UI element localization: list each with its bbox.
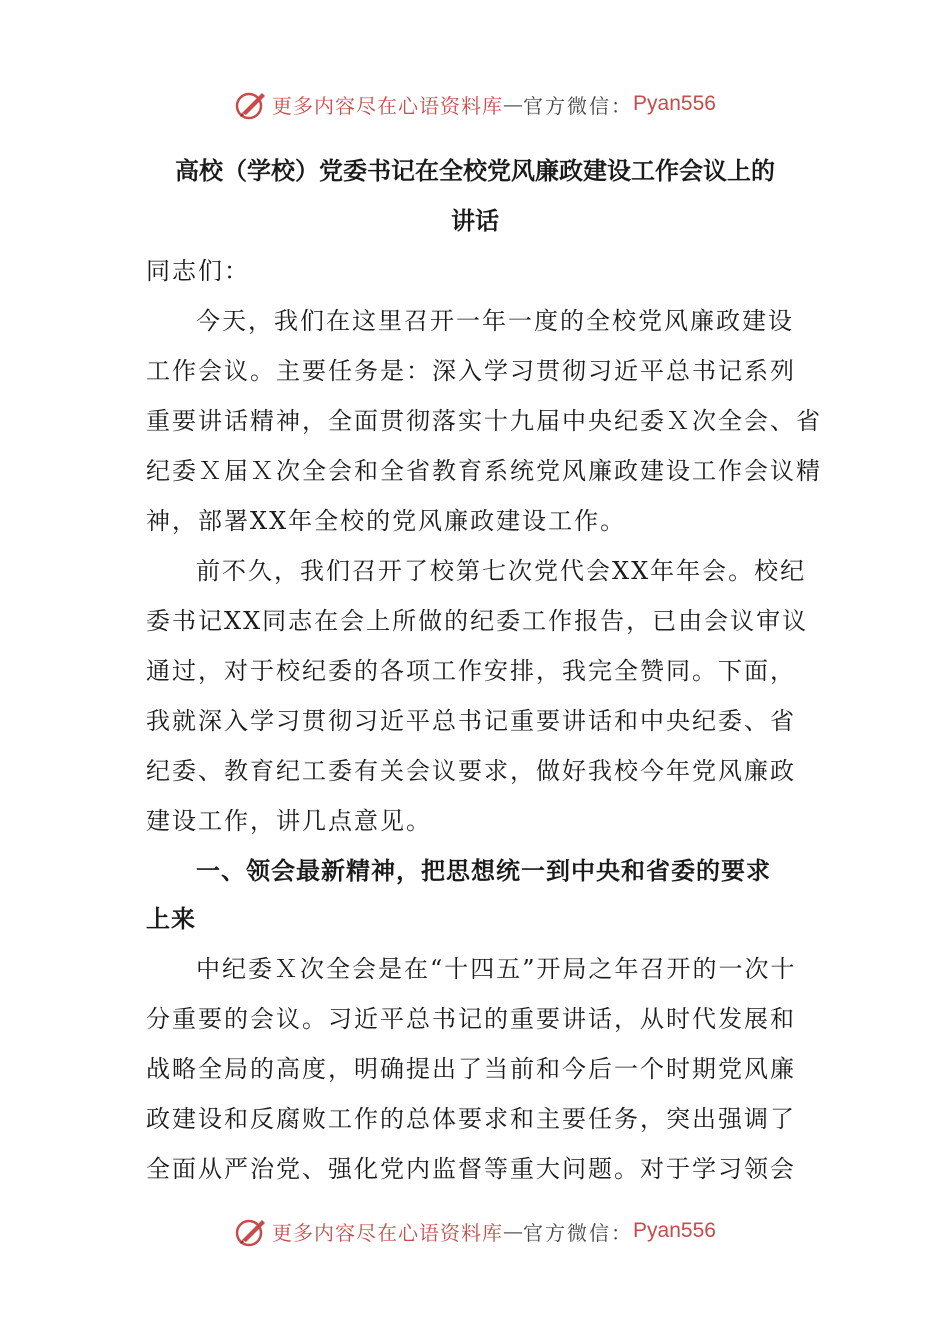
watermark-wechat-label: 官方微信：	[523, 93, 634, 118]
quill-logo-icon	[234, 1214, 268, 1248]
watermark-dash: —	[503, 1219, 524, 1243]
quill-logo-icon	[234, 87, 268, 121]
paragraph-1-line: 工作会议。主要任务是：深入学习贯彻习近平总书记系列	[146, 357, 796, 385]
paragraph-3-line: 分重要的会议。习近平总书记的重要讲话，从时代发展和	[146, 1005, 796, 1033]
paragraph-1-line: 神，部署XX年全校的党风廉政建设工作。	[146, 507, 627, 535]
watermark-site-text: 更多内容尽在心语资料库	[272, 93, 504, 118]
paragraph-2-line: 委书记XX同志在会上所做的纪委工作报告，已由会议审议	[146, 607, 809, 635]
document-title-line-1: 高校（学校）党委书记在全校党风廉政建设工作会议上的	[175, 157, 775, 185]
footer-watermark	[0, 1211, 950, 1251]
paragraph-1-line: 纪委Ｘ届Ｘ次全会和全省教育系统党风廉政建设工作会议精	[146, 457, 822, 485]
section-heading-1-line-1: 一、领会最新精神，把思想统一到中央和省委的要求	[196, 857, 771, 885]
watermark-dash: —	[503, 92, 524, 116]
watermark-site-text: 更多内容尽在心语资料库	[272, 1220, 504, 1245]
watermark-wechat-id: Pyan556	[633, 92, 716, 115]
paragraph-1-line: 重要讲话精神，全面贯彻落实十九届中央纪委Ｘ次全会、省	[146, 407, 822, 435]
document-title-line-2: 讲话	[451, 207, 499, 235]
header-watermark	[0, 84, 950, 124]
paragraph-1-line: 今天，我们在这里召开一年一度的全校党风廉政建设	[196, 307, 794, 335]
salutation: 同志们：	[146, 257, 250, 285]
paragraph-3-line: 中纪委Ｘ次全会是在“十四五”开局之年召开的一次十	[196, 955, 797, 983]
paragraph-2-line: 我就深入学习贯彻习近平总书记重要讲话和中央纪委、省	[146, 707, 796, 735]
watermark-wechat-id: Pyan556	[633, 1219, 716, 1242]
paragraph-3-line: 政建设和反腐败工作的总体要求和主要任务，突出强调了	[146, 1105, 796, 1133]
paragraph-3-line: 战略全局的高度，明确提出了当前和今后一个时期党风廉	[146, 1055, 796, 1083]
section-heading-1-line-2: 上来	[146, 905, 196, 933]
paragraph-2-line: 前不久，我们召开了校第七次党代会XX年年会。校纪	[196, 557, 807, 585]
paragraph-3-line: 全面从严治党、强化党内监督等重大问题。对于学习领会	[146, 1155, 796, 1183]
paragraph-2-line: 建设工作，讲几点意见。	[146, 807, 432, 835]
paragraph-2-line: 纪委、教育纪工委有关会议要求，做好我校今年党风廉政	[146, 757, 796, 785]
watermark-wechat-label: 官方微信：	[523, 1220, 634, 1245]
paragraph-2-line: 通过，对于校纪委的各项工作安排，我完全赞同。下面，	[146, 657, 796, 685]
